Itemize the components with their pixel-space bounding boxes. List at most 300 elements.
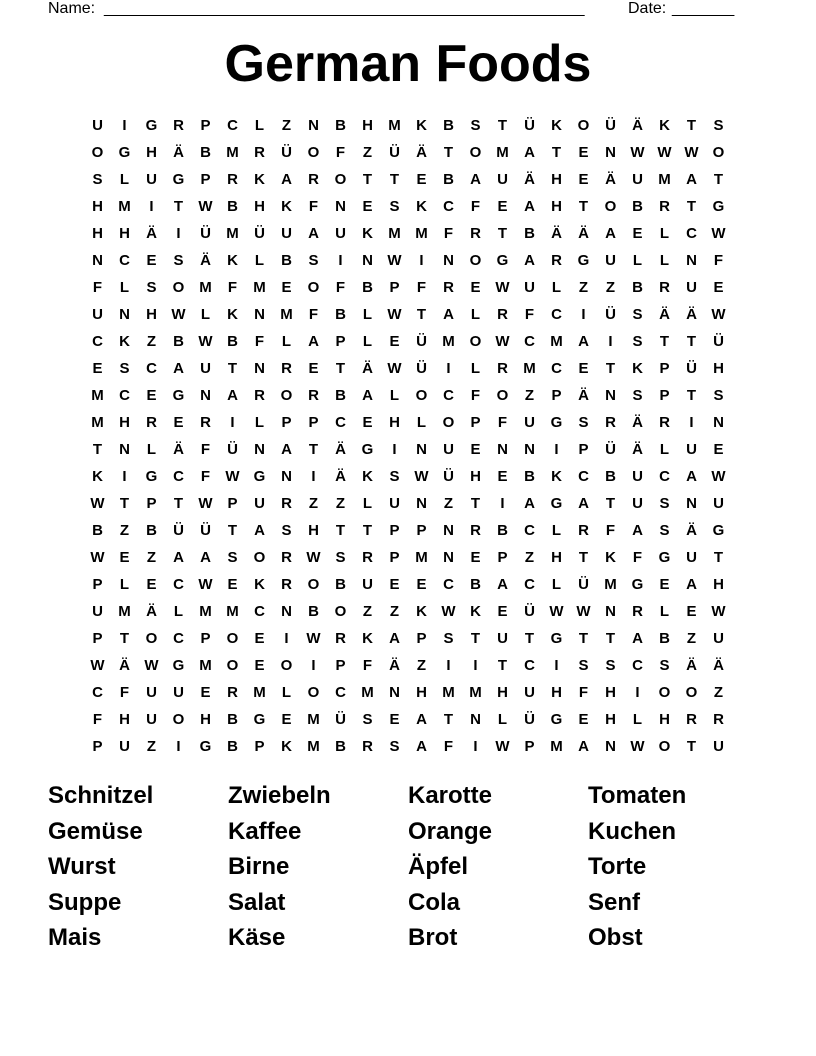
grid-letter: N (254, 441, 265, 458)
grid-letter: O (226, 630, 239, 647)
grid-letter: B (524, 468, 535, 485)
grid-letter: U (497, 171, 508, 188)
grid-letter: N (605, 603, 616, 620)
word-list-item: Brot (408, 924, 458, 951)
grid-letter: M (280, 306, 293, 323)
grid-letter: C (578, 468, 589, 485)
grid-letter: P (92, 630, 103, 647)
grid-letter: O (172, 711, 185, 728)
grid-letter: I (446, 657, 451, 674)
grid-letter: L (497, 711, 508, 728)
grid-letter: G (550, 630, 563, 647)
grid-letter: W (198, 333, 213, 350)
grid-letter: T (470, 495, 481, 512)
grid-letter: E (254, 657, 265, 674)
grid-row (84, 355, 732, 382)
grid-letter: R (497, 360, 508, 377)
grid-letter: T (524, 630, 535, 647)
grid-letter: Z (443, 495, 454, 512)
grid-letter: H (605, 684, 616, 701)
grid-letter: W (711, 306, 726, 323)
grid-letter: O (307, 279, 320, 296)
grid-letter: W (711, 603, 726, 620)
grid-letter: C (524, 576, 535, 593)
grid-letter: K (227, 252, 238, 269)
grid-letter: R (146, 414, 157, 431)
grid-letter: E (416, 171, 427, 188)
grid-letter: R (578, 522, 589, 539)
grid-letter: B (497, 522, 508, 539)
grid-letter: O (253, 549, 266, 566)
grid-letter: R (659, 414, 670, 431)
grid-letter: A (578, 333, 589, 350)
grid-letter: C (443, 387, 454, 404)
grid-letter: P (497, 549, 508, 566)
grid-letter: C (227, 117, 238, 134)
grid-letter: E (686, 603, 697, 620)
grid-letter: T (335, 522, 346, 539)
grid-letter: A (362, 387, 373, 404)
grid-letter: R (632, 603, 643, 620)
word-list-item: Mais (48, 924, 102, 951)
grid-letter: L (362, 306, 373, 323)
grid-letter: B (470, 576, 481, 593)
grid-letter: R (227, 684, 238, 701)
grid-letter: P (335, 657, 346, 674)
grid-letter: S (470, 117, 481, 134)
grid-letter: P (308, 414, 319, 431)
grid-letter: O (658, 684, 671, 701)
grid-letter: U (362, 576, 373, 593)
word-list-item: Tomaten (588, 782, 687, 809)
grid-letter: B (632, 198, 643, 215)
grid-row (84, 139, 732, 166)
grid-letter: P (470, 414, 481, 431)
grid-letter: T (713, 171, 724, 188)
grid-letter: T (119, 495, 130, 512)
grid-letter: R (713, 711, 724, 728)
grid-letter: Ä (146, 225, 157, 242)
grid-letter: M (415, 549, 428, 566)
grid-letter: P (281, 414, 292, 431)
grid-row (84, 517, 732, 544)
grid-letter: T (713, 549, 724, 566)
word-list-item: Äpfel (408, 853, 468, 880)
grid-letter: R (281, 576, 292, 593)
grid-letter: G (577, 252, 590, 269)
grid-letter: M (118, 198, 131, 215)
grid-letter: L (632, 711, 643, 728)
grid-letter: G (253, 468, 266, 485)
grid-letter: O (604, 198, 617, 215)
grid-letter: K (92, 468, 103, 485)
grid-letter: G (145, 117, 158, 134)
grid-letter: S (335, 549, 346, 566)
grid-letter: B (308, 603, 319, 620)
grid-letter: I (311, 657, 316, 674)
grid-letter: E (578, 360, 589, 377)
grid-letter: E (497, 198, 508, 215)
grid-letter: B (92, 522, 103, 539)
grid-letter: M (199, 279, 212, 296)
grid-letter: I (122, 117, 127, 134)
grid-letter: O (226, 657, 239, 674)
grid-letter: B (443, 171, 454, 188)
grid-letter: K (362, 468, 373, 485)
grid-row (84, 544, 732, 571)
grid-letter: H (713, 360, 724, 377)
grid-letter: Ä (578, 225, 589, 242)
grid-letter: G (658, 549, 671, 566)
grid-letter: L (416, 414, 427, 431)
grid-letter: T (119, 630, 130, 647)
grid-row (84, 490, 732, 517)
grid-letter: Ü (524, 603, 535, 620)
grid-letter: E (254, 630, 265, 647)
grid-letter: S (227, 549, 238, 566)
word-list-item: Wurst (48, 853, 116, 880)
grid-letter: O (334, 171, 347, 188)
grid-letter: P (335, 333, 346, 350)
word-list-item: Gemüse (48, 817, 143, 845)
grid-row (84, 706, 732, 733)
grid-letter: O (496, 387, 509, 404)
grid-letter: O (334, 603, 347, 620)
date-label: Date: (628, 0, 667, 17)
word-list-item: Birne (228, 853, 290, 880)
grid-letter: M (307, 711, 320, 728)
grid-letter: I (608, 333, 613, 350)
grid-letter: O (712, 144, 725, 161)
word-list-item: Torte (588, 853, 647, 880)
grid-letter: U (524, 414, 535, 431)
grid-letter: F (470, 198, 481, 215)
grid-letter: P (551, 387, 562, 404)
grid-letter: E (389, 576, 400, 593)
grid-letter: W (387, 306, 402, 323)
grid-letter: U (92, 603, 103, 620)
grid-letter: P (659, 387, 670, 404)
grid-letter: F (308, 198, 319, 215)
grid-letter: C (443, 198, 454, 215)
grid-row (84, 625, 732, 652)
grid-letter: E (227, 576, 238, 593)
date-blank-line: _______ (672, 0, 735, 17)
grid-letter: Ä (686, 522, 697, 539)
grid-letter: O (415, 387, 428, 404)
grid-letter: H (389, 414, 400, 431)
grid-letter: R (605, 414, 616, 431)
grid-letter: G (172, 171, 185, 188)
grid-letter: Ä (578, 387, 589, 404)
grid-letter: H (254, 198, 265, 215)
grid-row (84, 652, 732, 679)
grid-letter: S (713, 387, 724, 404)
word-search-grid (84, 112, 732, 760)
grid-letter: C (92, 684, 103, 701)
grid-letter: R (281, 360, 292, 377)
grid-letter: N (416, 495, 427, 512)
grid-letter: U (632, 495, 643, 512)
grid-letter: F (470, 387, 481, 404)
grid-letter: L (551, 522, 562, 539)
grid-letter: H (713, 576, 724, 593)
grid-letter: S (578, 414, 589, 431)
grid-row (84, 733, 732, 760)
grid-letter: T (173, 198, 184, 215)
grid-letter: M (388, 117, 401, 134)
grid-letter: C (119, 252, 130, 269)
grid-letter: K (632, 360, 643, 377)
grid-letter: R (308, 171, 319, 188)
grid-letter: F (200, 441, 211, 458)
name-label: Name: (48, 0, 96, 17)
grid-letter: B (146, 522, 157, 539)
grid-letter: N (308, 117, 319, 134)
grid-letter: O (469, 252, 482, 269)
grid-letter: P (416, 630, 427, 647)
grid-letter: Ä (632, 441, 643, 458)
grid-letter: R (362, 549, 373, 566)
grid-letter: N (686, 252, 697, 269)
grid-letter: A (578, 495, 589, 512)
grid-letter: M (226, 225, 239, 242)
grid-letter: L (389, 387, 400, 404)
grid-letter: H (551, 549, 562, 566)
grid-letter: E (713, 279, 724, 296)
grid-letter: S (632, 333, 643, 350)
grid-letter: C (632, 657, 643, 674)
grid-letter: S (119, 360, 130, 377)
grid-letter: N (524, 441, 535, 458)
grid-letter: N (92, 252, 103, 269)
grid-letter: S (578, 657, 589, 674)
grid-letter: S (659, 495, 670, 512)
grid-letter: H (497, 684, 508, 701)
grid-letter: R (281, 495, 292, 512)
worksheet-title: German Foods (224, 35, 592, 93)
grid-letter: Ä (524, 171, 535, 188)
grid-letter: W (576, 603, 591, 620)
grid-letter: E (578, 711, 589, 728)
grid-letter: W (711, 468, 726, 485)
grid-row (84, 382, 732, 409)
grid-letter: A (524, 252, 535, 269)
grid-letter: Ä (119, 657, 130, 674)
grid-letter: R (254, 387, 265, 404)
grid-letter: Ü (200, 225, 211, 242)
grid-letter: L (362, 495, 373, 512)
grid-letter: K (362, 630, 373, 647)
grid-letter: Ü (713, 333, 724, 350)
grid-letter: F (308, 306, 319, 323)
grid-letter: Ü (578, 576, 589, 593)
grid-letter: R (281, 549, 292, 566)
grid-letter: Z (362, 603, 373, 620)
grid-letter: C (92, 333, 103, 350)
grid-letter: S (389, 738, 400, 755)
grid-letter: A (389, 630, 400, 647)
grid-letter: T (389, 171, 400, 188)
grid-letter: T (362, 171, 373, 188)
grid-letter: Ü (200, 522, 211, 539)
name-blank-line: ______________________________________________________ (104, 0, 585, 17)
grid-letter: G (550, 495, 563, 512)
grid-letter: O (280, 387, 293, 404)
grid-letter: Ä (389, 657, 400, 674)
word-list-item: Orange (408, 817, 493, 845)
grid-letter: A (686, 576, 697, 593)
word-list-item: Obst (588, 924, 643, 951)
word-list-item: Senf (588, 888, 641, 916)
grid-letter: M (307, 738, 320, 755)
grid-letter: B (227, 198, 238, 215)
grid-letter: R (659, 198, 670, 215)
word-list-item: Käse (228, 924, 286, 951)
grid-row (84, 409, 732, 436)
grid-letter: N (335, 198, 346, 215)
grid-letter: B (443, 117, 454, 134)
grid-letter: W (198, 198, 213, 215)
grid-letter: Ä (146, 603, 157, 620)
grid-letter: H (416, 684, 427, 701)
grid-letter: G (496, 252, 509, 269)
grid-letter: W (495, 279, 510, 296)
grid-letter: M (442, 333, 455, 350)
grid-letter: T (173, 495, 184, 512)
grid-letter: E (497, 603, 508, 620)
grid-letter: F (362, 657, 373, 674)
grid-letter: Ü (416, 360, 427, 377)
grid-letter: Z (524, 549, 535, 566)
grid-letter: E (146, 252, 157, 269)
grid-letter: L (254, 414, 265, 431)
grid-letter: F (227, 279, 238, 296)
grid-letter: S (443, 630, 454, 647)
grid-letter: F (713, 252, 724, 269)
grid-letter: N (362, 252, 373, 269)
grid-letter: K (254, 171, 265, 188)
grid-letter: Z (335, 495, 346, 512)
grid-letter: M (469, 684, 482, 701)
grid-letter: E (173, 414, 184, 431)
grid-letter: Ü (335, 711, 346, 728)
grid-letter: S (362, 711, 373, 728)
grid-letter: F (254, 333, 265, 350)
grid-letter: H (659, 711, 670, 728)
grid-letter: M (550, 738, 563, 755)
grid-letter: R (227, 171, 238, 188)
grid-letter: H (119, 414, 130, 431)
grid-letter: A (524, 495, 535, 512)
grid-letter: C (146, 360, 157, 377)
grid-letter: P (389, 279, 400, 296)
grid-letter: I (176, 225, 181, 242)
grid-letter: G (631, 576, 644, 593)
grid-letter: H (119, 225, 130, 242)
grid-letter: U (713, 630, 724, 647)
grid-letter: A (308, 225, 319, 242)
grid-letter: E (362, 414, 373, 431)
grid-letter: U (146, 711, 157, 728)
grid-letter: N (254, 360, 265, 377)
grid-letter: T (362, 522, 373, 539)
grid-letter: Z (524, 387, 535, 404)
grid-letter: E (416, 576, 427, 593)
grid-letter: A (497, 576, 508, 593)
grid-letter: A (524, 198, 535, 215)
grid-row (84, 112, 732, 139)
grid-letter: F (92, 711, 103, 728)
grid-letter: U (173, 684, 184, 701)
grid-letter: O (280, 657, 293, 674)
grid-letter: I (581, 306, 586, 323)
grid-letter: Z (308, 495, 319, 512)
grid-letter: I (149, 198, 154, 215)
grid-letter: Ä (200, 252, 211, 269)
grid-letter: B (659, 630, 670, 647)
grid-letter: O (469, 144, 482, 161)
grid-letter: L (119, 279, 130, 296)
grid-letter: Ü (254, 225, 265, 242)
grid-letter: Z (362, 144, 373, 161)
grid-letter: W (441, 603, 456, 620)
grid-letter: K (551, 468, 562, 485)
grid-letter: T (416, 306, 427, 323)
grid-letter: P (389, 522, 400, 539)
grid-letter: Ü (227, 441, 238, 458)
grid-letter: Ä (173, 441, 184, 458)
grid-letter: M (199, 603, 212, 620)
word-list-item: Kuchen (588, 817, 677, 845)
grid-letter: L (281, 333, 292, 350)
grid-row (84, 436, 732, 463)
grid-row (84, 247, 732, 274)
grid-letter: T (227, 522, 238, 539)
grid-letter: G (253, 711, 266, 728)
grid-letter: M (226, 144, 239, 161)
grid-letter: K (362, 225, 373, 242)
grid-letter: L (551, 576, 562, 593)
grid-row (84, 328, 732, 355)
grid-letter: F (497, 414, 508, 431)
grid-letter: L (281, 684, 292, 701)
grid-letter: H (362, 117, 373, 134)
grid-letter: W (684, 144, 699, 161)
grid-letter: F (605, 522, 616, 539)
grid-letter: A (173, 549, 184, 566)
grid-row (84, 571, 732, 598)
grid-letter: A (578, 738, 589, 755)
grid-letter: L (470, 360, 481, 377)
grid-letter: H (470, 468, 481, 485)
grid-letter: U (92, 306, 103, 323)
grid-letter: K (281, 198, 292, 215)
grid-letter: T (686, 387, 697, 404)
grid-letter: S (92, 171, 103, 188)
grid-letter: K (605, 549, 616, 566)
grid-letter: T (686, 333, 697, 350)
grid-letter: Z (146, 549, 157, 566)
grid-row (84, 193, 732, 220)
grid-letter: K (119, 333, 130, 350)
grid-letter: K (551, 117, 562, 134)
grid-letter: A (632, 630, 643, 647)
grid-letter: E (308, 360, 319, 377)
grid-letter: M (91, 387, 104, 404)
grid-letter: S (605, 657, 616, 674)
grid-letter: Z (578, 279, 589, 296)
